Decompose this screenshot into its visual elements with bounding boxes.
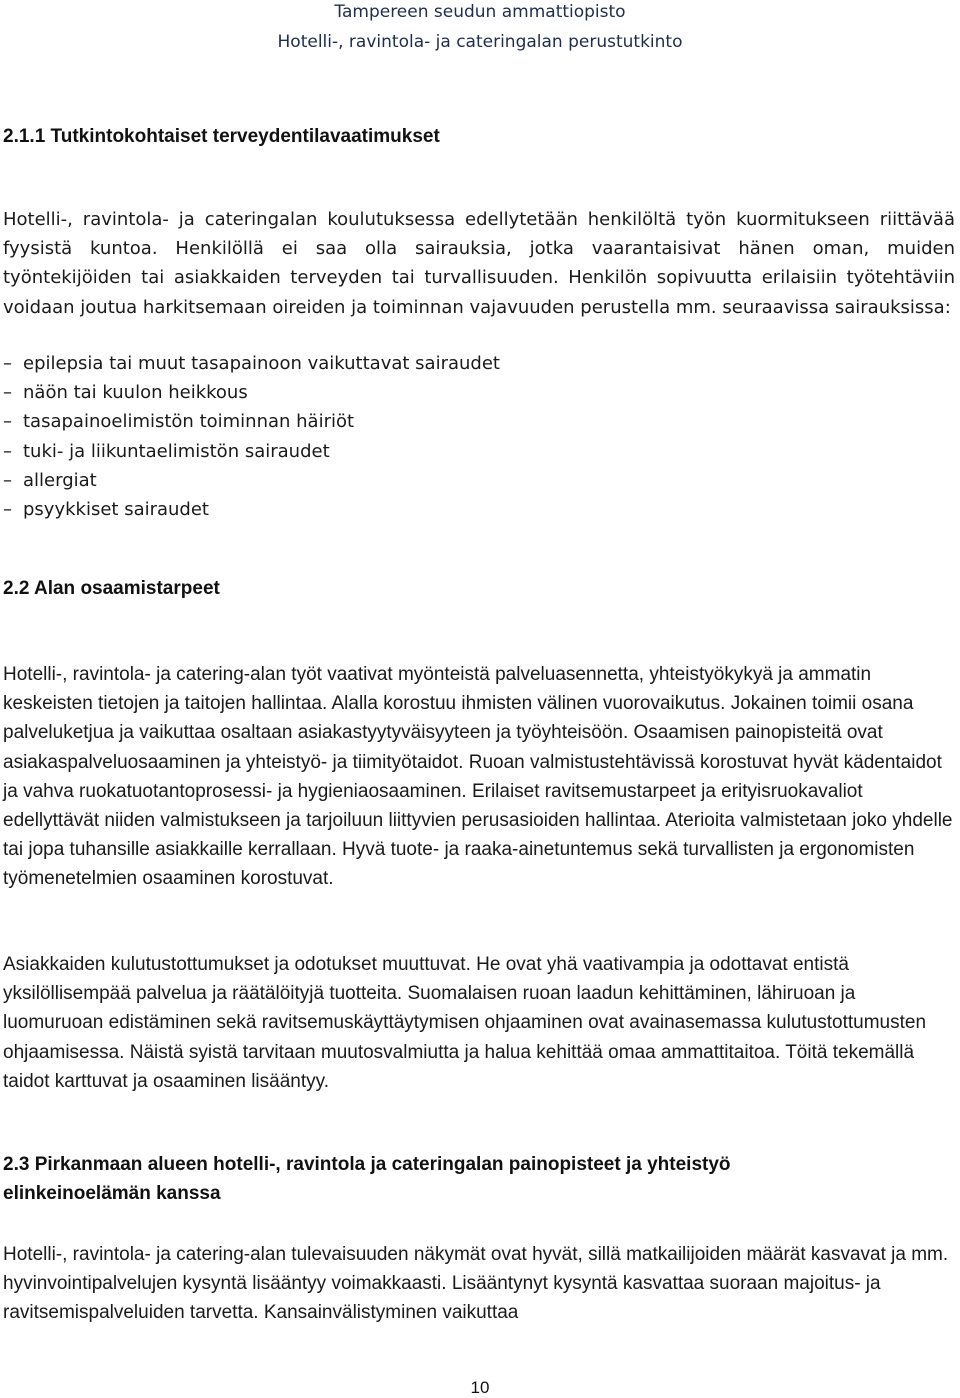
header-institution: Tampereen seudun ammattiopisto	[334, 2, 626, 22]
list-item: – allergiat	[3, 466, 500, 495]
header-program: Hotelli-, ravintola- ja cateringalan perustutkinto	[277, 32, 683, 52]
dash-marker: –	[3, 353, 12, 374]
heading-2-2: 2.2 Alan osaamistarpeet	[3, 578, 220, 599]
paragraph-future-outlook: Hotelli-, ravintola- ja catering-alan tulevaisuuden näkymät ovat hyvät, sillä matkailijoiden määrät kasvavat ja mm. hyvinvointipalvelujen kysyntä lisääntyy voimakkaasti. Lisääntynyt kysyntä kasvattaa suoraan majoitus- ja ravitsemispalveluiden tarvetta. Kansainvälistyminen vaikuttaa	[3, 1244, 949, 1324]
paragraph-skills-needs: Hotelli-, ravintola- ja catering-alan työt vaativat myönteistä palveluasennetta, yhteistyökykyä ja ammatin keskeisten tietojen ja taitojen hallintaa. Alalla korostuu ihmisten välinen vuorovaikutus. Jokainen toimii osana palveluketjua ja vaikuttaa osaltaan asiakastyytyväisyyteen ja työyhteisöön. Osaamisen painopisteitä ovat asiakaspalveluosaaminen ja yhteistyö- ja tiimityötaidot. Ruoan valmistustehtävissä korostuvat hyvät kädentaidot ja vahva ruokatuotantoprosessi- ja hygieniaosaaminen. Erilaiset ravitsemustarpeet ja erityisruokavaliot edellyttävät niiden valmistukseen ja tarjoiluun liittyvien perusasioiden hallintaa. Aterioita valmistetaan joko yhdelle tai jopa tuhansille asiakkaille kerrallaan. Hyvä tuote- ja raaka-ainetuntemus sekä turvallisten ja ergonomisten työmenetelmien osaaminen korostuvat.	[3, 664, 953, 890]
list-item: – psyykkiset sairaudet	[3, 495, 500, 524]
dash-marker: –	[3, 499, 12, 521]
page-number: 10	[470, 1378, 490, 1397]
dash-marker: –	[3, 469, 12, 491]
list-item: – näön tai kuulon heikkous	[3, 378, 500, 407]
dash-marker: –	[3, 382, 12, 404]
paragraph-consumer-habits: Asiakkaiden kulutustottumukset ja odotukset muuttuvat. He ovat yhä vaativampia ja odottavat entistä yksilöllisempää palvelua ja räätälöityjä tuotteita. Suomalaisen ruoan laadun kehittäminen, lähiruoan ja luomuruoan edistäminen sekä ravitsemuskäyttäytymisen ohjaaminen ovat avainasemassa kulutustottumusten ohjaamisessa. Näistä syistä tarvitaan muutosvalmiutta ja halua kehittää omaa ammattitaitoa. Töitä tekemällä taidot karttuvat ja osaaminen lisääntyy.	[3, 954, 927, 1092]
conditions-list	[3, 349, 500, 524]
list-item: – epilepsia tai muut tasapainoon vaikuttavat sairaudet	[3, 349, 500, 378]
list-item: – tasapainoelimistön toiminnan häiriöt	[3, 407, 500, 436]
heading-2-1-1: 2.1.1 Tutkintokohtaiset terveydentilavaatimukset	[3, 126, 440, 147]
dash-marker: –	[3, 411, 12, 433]
list-item: – tuki- ja liikuntaelimistön sairaudet	[3, 437, 500, 466]
heading-2-3: 2.3 Pirkanmaan alueen hotelli-, ravintola ja cateringalan painopisteet ja yhteistyö elinkeinoelämän kanssa	[3, 1154, 731, 1204]
dash-marker: –	[3, 440, 12, 462]
paragraph-health-requirements: Hotelli-, ravintola- ja cateringalan koulutuksessa edellytetään henkilöltä työn kuormitukseen riittävää fyysistä kuntoa. Henkilöllä ei saa olla sairauksia, jotka vaarantaisivat hänen oman, muiden työntekijöiden tai asiakkaiden terveyden tai turvallisuuden. Henkilön sopivuutta erilaisiin työtehtäviin voidaan joutua harkitsemaan oireiden ja toiminnan vajavuuden perustella mm. seuraavissa sairauksissa:	[3, 209, 955, 318]
